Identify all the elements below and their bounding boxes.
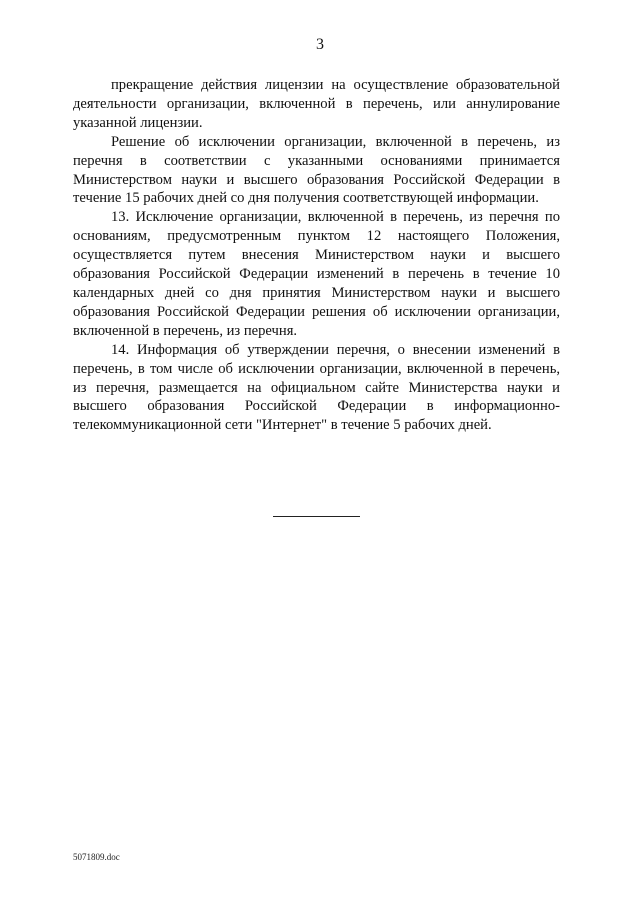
paragraph-item-13: 13. Исключение организации, включенной в перечень, из перечня по основаниям, предусмотренным пунктом 12 настоящего Положения, осуществляется путем внесения Министерством науки и высшего образования Российской Федерации изменений в перечень в течение 10 календарных дней со дня принятия Министерством науки и высшего образования Российской Федерации решения об исключении организации, включенной в перечень, из перечня. [73,209,560,339]
paragraph-item-14: 14. Информация об утверждении перечня, о внесении изменений в перечень, в том числе об исключении организации, включенной в перечень, из перечня, размещается на официальном сайте Министерства науки и высшего образования Российской Федерации в информационно-телекоммуникационной сети "Интернет" в течение 5 рабочих дней. [73,341,560,434]
footer-file-name: 5071809.doc [73,852,120,862]
paragraph-license-termination: прекращение действия лицензии на осуществление образовательной деятельности организации, включенной в перечень, или аннулирование указанной лицензии. [73,77,560,131]
paragraph-exclusion-decision: Решение об исключении организации, включенной в перечень, из перечня в соответствии с указанными основаниями принимается Министерством науки и высшего образования Российской Федерации в течение 15 рабочих дней со дня получения соответствующей информации. [73,133,560,207]
end-separator-line [273,516,360,517]
page-number: 3 [316,36,324,53]
document-body [73,76,560,435]
